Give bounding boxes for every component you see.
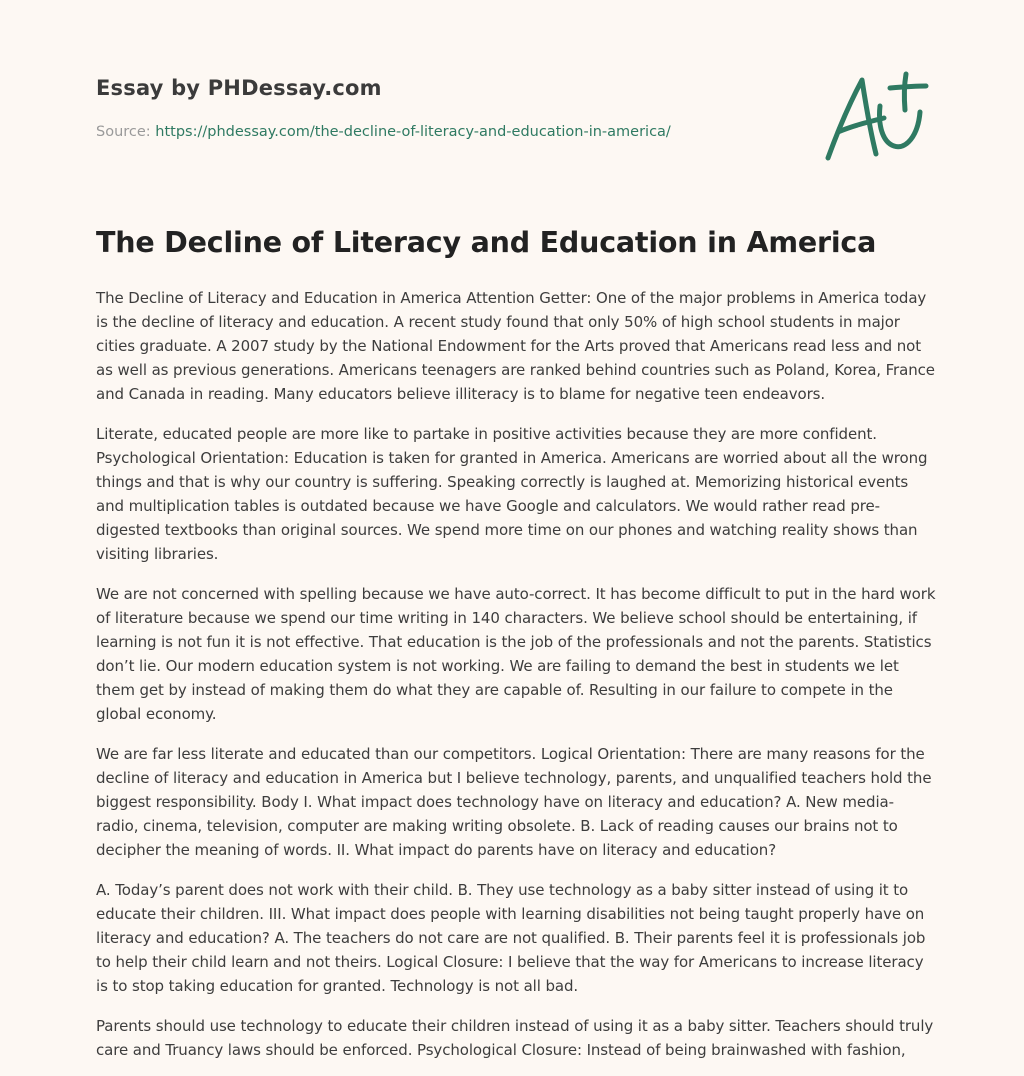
source-line <box>96 124 671 140</box>
paragraph: We are far less literate and educated than our competitors. Logical Orientation: There are many reasons for the decline of literacy and education in America but I believe technology, parents, and unqualified teachers hold the biggest responsibility. Body I. What impact does technology have on literacy and education? A. New media- radio, cinema, television, computer are making writing obsolete. B. Lack of reading causes our brains not to decipher the meaning of words. II. What impact do parents have on literacy and education? <box>96 745 932 859</box>
paragraph: Literate, educated people are more like to partake in positive activities because they are more confident. Psychological Orientation: Education is taken for granted in America. Americans are worried about all the wrong things and that is why our country is suffering. Speaking correctly is laughed at. Memorizing historical events and multiplication tables is outdated because we have Google and calculators. We would rather read pre-digested textbooks than original sources. We spend more time on our phones and watching reality shows than visiting libraries. <box>96 425 928 563</box>
paragraph: Parents should use technology to educate their children instead of using it as a baby sitter. Teachers should truly care and Truancy laws should be enforced. Psychological Closure: Instead of being brainwashed with fashion, <box>96 1017 934 1059</box>
site-brand: Essay by PHDessay.com <box>96 76 382 100</box>
a-plus-logo-icon <box>822 66 930 166</box>
source-link[interactable]: https://phdessay.com/the-decline-of-literacy-and-education-in-america/ <box>155 124 671 140</box>
paragraph: We are not concerned with spelling because we have auto-correct. It has become difficult to put in the hard work of literature because we spend our time writing in 140 characters. We believe school should be entertaining, if learning is not fun it is not effective. That education is the job of the professionals and not the parents. Statistics don’t lie. Our modern education system is not working. We are failing to demand the best in students we let them get by instead of making them do what they are capable of. Resulting in our failure to compete in the global economy. <box>96 585 936 723</box>
source-label: Source: <box>96 124 151 140</box>
paragraph: The Decline of Literacy and Education in America Attention Getter: One of the major problems in America today is the decline of literacy and education. A recent study found that only 50% of high school students in major cities graduate. A 2007 study by the National Endowment for the Arts proved that Americans read less and not as well as previous generations. Americans teenagers are ranked behind countries such as Poland, Korea, France and Canada in reading. Many educators believe illiteracy is to blame for negative teen endeavors. <box>96 289 935 403</box>
article-title: The Decline of Literacy and Education in America <box>96 226 877 259</box>
paragraph: A. Today’s parent does not work with their child. B. They use technology as a baby sitter instead of using it to educate their children. III. What impact does people with learning disabilities not being taught properly have on literacy and education? A. The teachers do not care are not qualified. B. Their parents feel it is professionals job to help their child learn and not theirs. Logical Closure: I believe that the way for Americans to increase literacy is to stop taking education for granted. Technology is not all bad. <box>96 881 926 995</box>
article-body <box>96 286 936 1076</box>
